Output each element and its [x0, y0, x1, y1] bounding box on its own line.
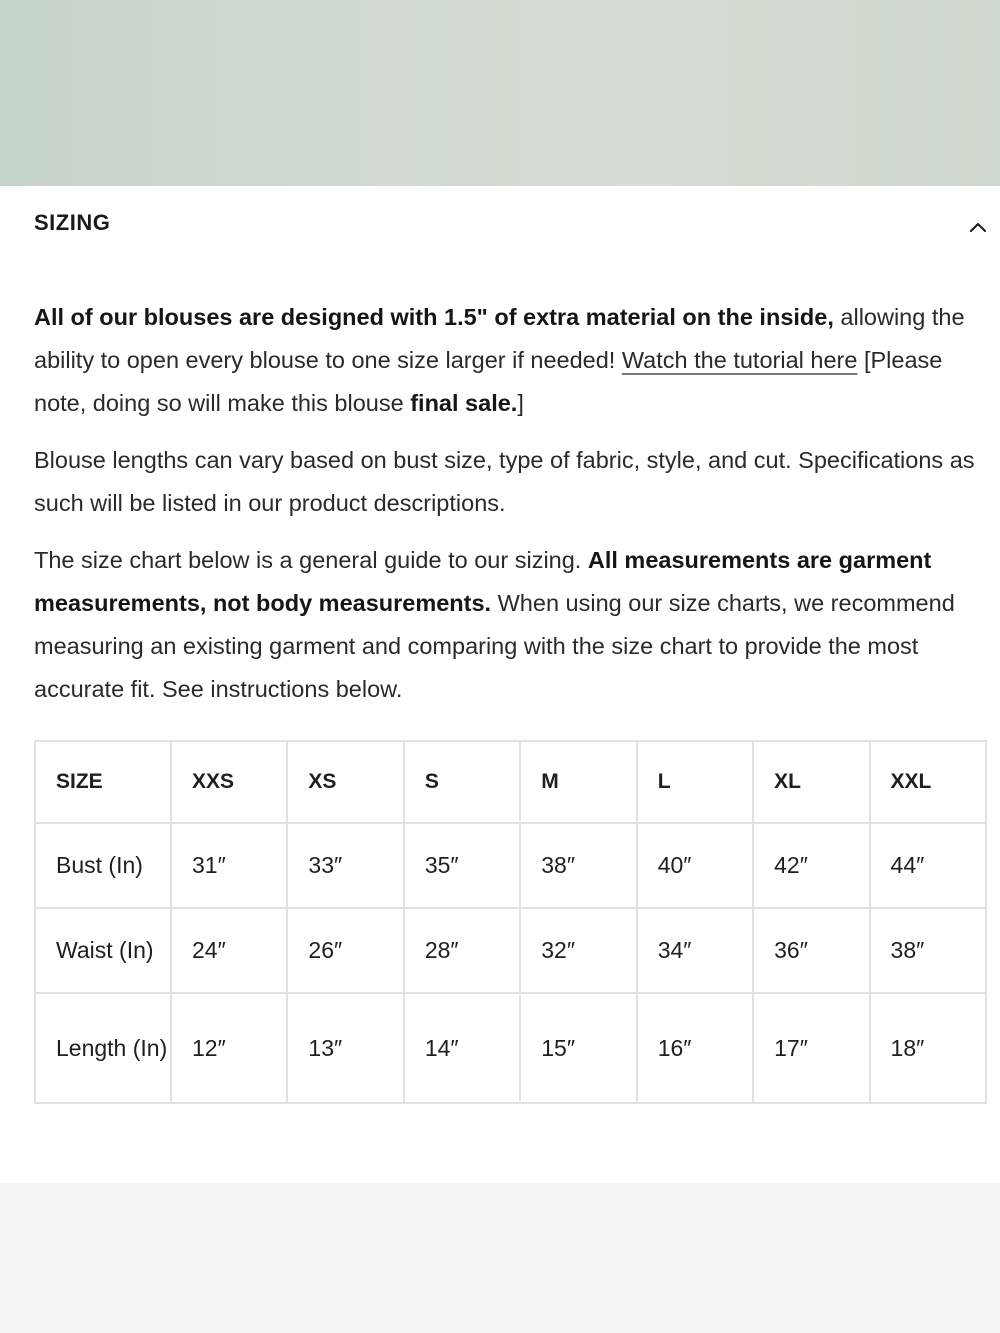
table-cell: 12″	[171, 993, 287, 1103]
row-label: Bust (In)	[35, 823, 171, 908]
size-header-cell: SIZE	[35, 741, 171, 823]
size-chart-guide-paragraph	[34, 539, 989, 711]
table-cell: 44″	[870, 823, 986, 908]
extra-material-paragraph	[34, 296, 989, 425]
row-label: Length (In)	[35, 993, 171, 1103]
size-chart-guide-text-2: When using our size charts, we recommend measuring an existing garment and comparing with the size chart to provide the most accurate fit. See instructions below.	[34, 590, 955, 702]
table-cell: 36″	[753, 908, 869, 993]
table-cell: 35″	[404, 823, 520, 908]
table-row-waist	[35, 908, 986, 993]
size-header-row	[35, 741, 986, 823]
size-chart-guide-text: The size chart below is a general guide to our sizing.	[34, 547, 588, 573]
final-sale-bold: final sale.	[410, 390, 518, 416]
size-chart-table	[34, 740, 987, 1104]
table-cell: 13″	[287, 993, 403, 1103]
table-cell: 16″	[637, 993, 753, 1103]
table-cell: 40″	[637, 823, 753, 908]
watch-tutorial-link[interactable]: Watch the tutorial here	[621, 347, 858, 373]
garment-measurements-bold: All measurements are garment measurements, not body measurements.	[34, 547, 932, 616]
table-cell: 26″	[287, 908, 403, 993]
table-cell: 33″	[287, 823, 403, 908]
final-sale-bracket: ]	[517, 390, 524, 416]
table-cell: 38″	[520, 823, 636, 908]
table-cell: 28″	[404, 908, 520, 993]
next-section-background	[0, 1183, 1000, 1333]
product-image-bottom-edge	[0, 0, 1000, 186]
sizing-content	[34, 296, 989, 725]
extra-material-text: allowing the ability to open every blouse to one size larger if needed!	[34, 304, 965, 373]
table-cell: 18″	[870, 993, 986, 1103]
final-sale-note: [Please note, doing so will make this blouse	[34, 347, 943, 416]
table-row-length	[35, 993, 986, 1103]
sizing-accordion-header[interactable]	[0, 186, 1000, 266]
row-label: Waist (In)	[35, 908, 171, 993]
table-cell: 17″	[753, 993, 869, 1103]
size-header-cell: S	[404, 741, 520, 823]
extra-material-bold: All of our blouses are designed with 1.5" of extra material on the inside,	[34, 304, 834, 330]
table-cell: 38″	[870, 908, 986, 993]
size-header-cell: XL	[753, 741, 869, 823]
sizing-title: SIZING	[34, 210, 111, 235]
table-cell: 31″	[171, 823, 287, 908]
table-cell: 24″	[171, 908, 287, 993]
size-header-cell: L	[637, 741, 753, 823]
blouse-length-paragraph: Blouse lengths can vary based on bust size, type of fabric, style, and cut. Specifications as such will be listed in our product descriptions.	[34, 447, 975, 516]
table-cell: 34″	[637, 908, 753, 993]
size-header-cell: M	[520, 741, 636, 823]
size-header-cell: XXL	[870, 741, 986, 823]
chevron-up-icon[interactable]	[966, 216, 990, 240]
size-header-cell: XS	[287, 741, 403, 823]
table-row-bust	[35, 823, 986, 908]
table-cell: 32″	[520, 908, 636, 993]
table-cell: 15″	[520, 993, 636, 1103]
table-cell: 42″	[753, 823, 869, 908]
size-header-cell: XXS	[171, 741, 287, 823]
table-cell: 14″	[404, 993, 520, 1103]
